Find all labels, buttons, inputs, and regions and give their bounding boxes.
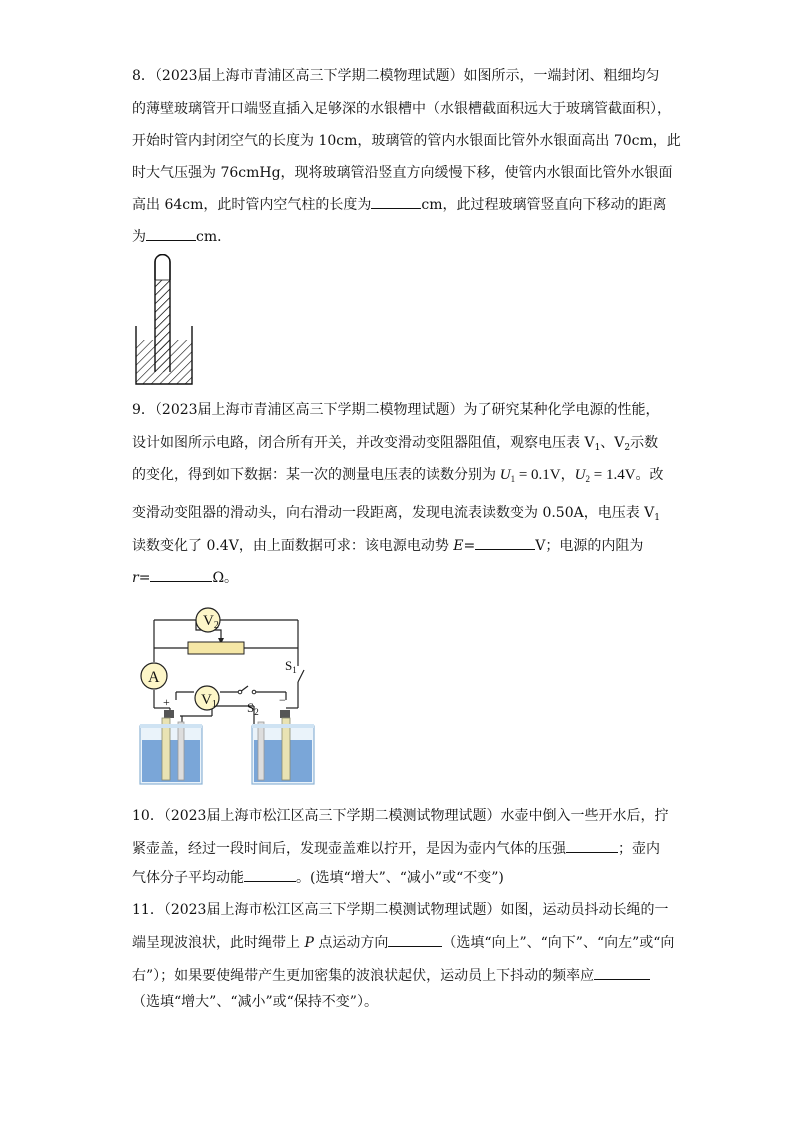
answer-blank-q9-emf[interactable] <box>475 535 535 550</box>
circuit-wires <box>154 620 304 724</box>
q10-line-1: 10．（2023届上海市松江区高三下学期二模测试物理试题）水壶中倒入一些开水后，拧 <box>132 808 669 824</box>
q11-line-2: 端呈现波浪状，此时绳带上 P 点运动方向 （选填“向上”、“向下”、“向左”或“向 <box>132 932 674 952</box>
switch-s2-contact-2 <box>252 690 256 694</box>
answer-blank-q10-kinetic-energy[interactable] <box>244 867 296 882</box>
q9-line-5: 读数变化了 0.4V，由上面数据可求：该电源电动势 E= V；电源的内阻为 <box>132 535 643 555</box>
answer-blank-q8-move-distance[interactable] <box>146 226 196 241</box>
sliding-rheostat <box>188 642 244 654</box>
q8-line-3: 开始时管内封闭空气的长度为 10cm，玻璃管的管内水银面比管外水银面高出 70cm，此 <box>132 133 681 149</box>
v2-label: V <box>203 613 214 629</box>
ammeter <box>141 663 167 689</box>
switch-s1-label: $S_1$ <box>285 658 297 675</box>
voltmeter-v1 <box>195 686 219 710</box>
answer-blank-q9-internal-resistance[interactable] <box>150 567 212 582</box>
q8-line-6: 为 cm． <box>132 226 231 246</box>
circuit-figure <box>136 600 316 788</box>
beaker-left <box>140 718 202 784</box>
beaker-right <box>252 718 314 784</box>
answer-blank-q10-pressure[interactable] <box>566 838 618 853</box>
q8-line-4: 时大气压强为 76cmHg，现将玻璃管沿竖直方向缓慢下移，使管内水银面比管外水银面 <box>132 165 673 181</box>
terminal-right <box>280 710 290 718</box>
svg-text:V1: $V_1$ <box>201 692 217 710</box>
q9-line-4: 变滑动变阻器的滑动头，向右滑动一段距离，发现电流表读数变为 0.50A，电压表 $V_1$ <box>132 505 661 523</box>
plus-sign: + <box>163 695 170 709</box>
answer-blank-q11-frequency[interactable] <box>594 965 650 980</box>
q8-line-1: 8．（2023届上海市青浦区高三下学期二模物理试题）如图所示，一端封闭、粗细均匀 <box>132 68 660 84</box>
q9-line-2: 设计如图所示电路，闭合所有开关，并改变滑动变阻器阻值，观察电压表 $V_1$、$V_2$示数 <box>132 435 659 453</box>
mercury-tube-figure <box>128 254 196 386</box>
terminal-left <box>164 710 174 718</box>
svg-text:A: A <box>148 669 160 686</box>
q10-line-2: 紧壶盖，经过一段时间后，发现壶盖难以拧开，是因为壶内气体的压强 ；壶内 <box>132 838 660 858</box>
answer-blank-q8-air-length[interactable] <box>371 194 421 209</box>
glass-tube <box>155 255 170 373</box>
minus-sign: − <box>279 693 286 707</box>
voltmeter-v2 <box>196 608 220 632</box>
q8-line-2: 的薄壁玻璃管开口端竖直插入足够深的水银槽中（水银槽截面积远大于玻璃管截面积）， <box>132 101 671 117</box>
q9-line-3: 的变化，得到如下数据：某一次的测量电压表的读数分别为 $U_1 = 0.1V$，$U_2 = 1.4V$。改 <box>132 467 664 484</box>
q9-line-1: 9．（2023届上海市青浦区高三下学期二模物理试题）为了研究某种化学电源的性能， <box>132 402 660 418</box>
q11-line-4: （选填“增大”、“减小”或“保持不变”）。 <box>132 994 378 1010</box>
q9-line-6: r= Ω。 <box>132 567 238 587</box>
q8-line-5: 高出 64cm，此时管内空气柱的长度为 cm，此过程玻璃管竖直向下移动的距离 <box>132 194 667 214</box>
answer-blank-q11-direction[interactable] <box>388 932 442 947</box>
switch-s2-label: $S_2$ <box>247 700 259 717</box>
q11-line-3: 右”）；如果要使绳带产生更加密集的波浪状起伏，运动员上下抖动的频率应 <box>132 965 650 985</box>
q11-line-1: 11．（2023届上海市松江区高三下学期二模测试物理试题）如图，运动员抖动长绳的一 <box>132 902 669 918</box>
svg-text:V2: $V_2$ <box>203 613 219 631</box>
q10-line-3: 气体分子平均动能 。(选填“增大”、“减小”或“不变”) <box>132 867 504 887</box>
switch-s2-contact <box>238 690 242 694</box>
